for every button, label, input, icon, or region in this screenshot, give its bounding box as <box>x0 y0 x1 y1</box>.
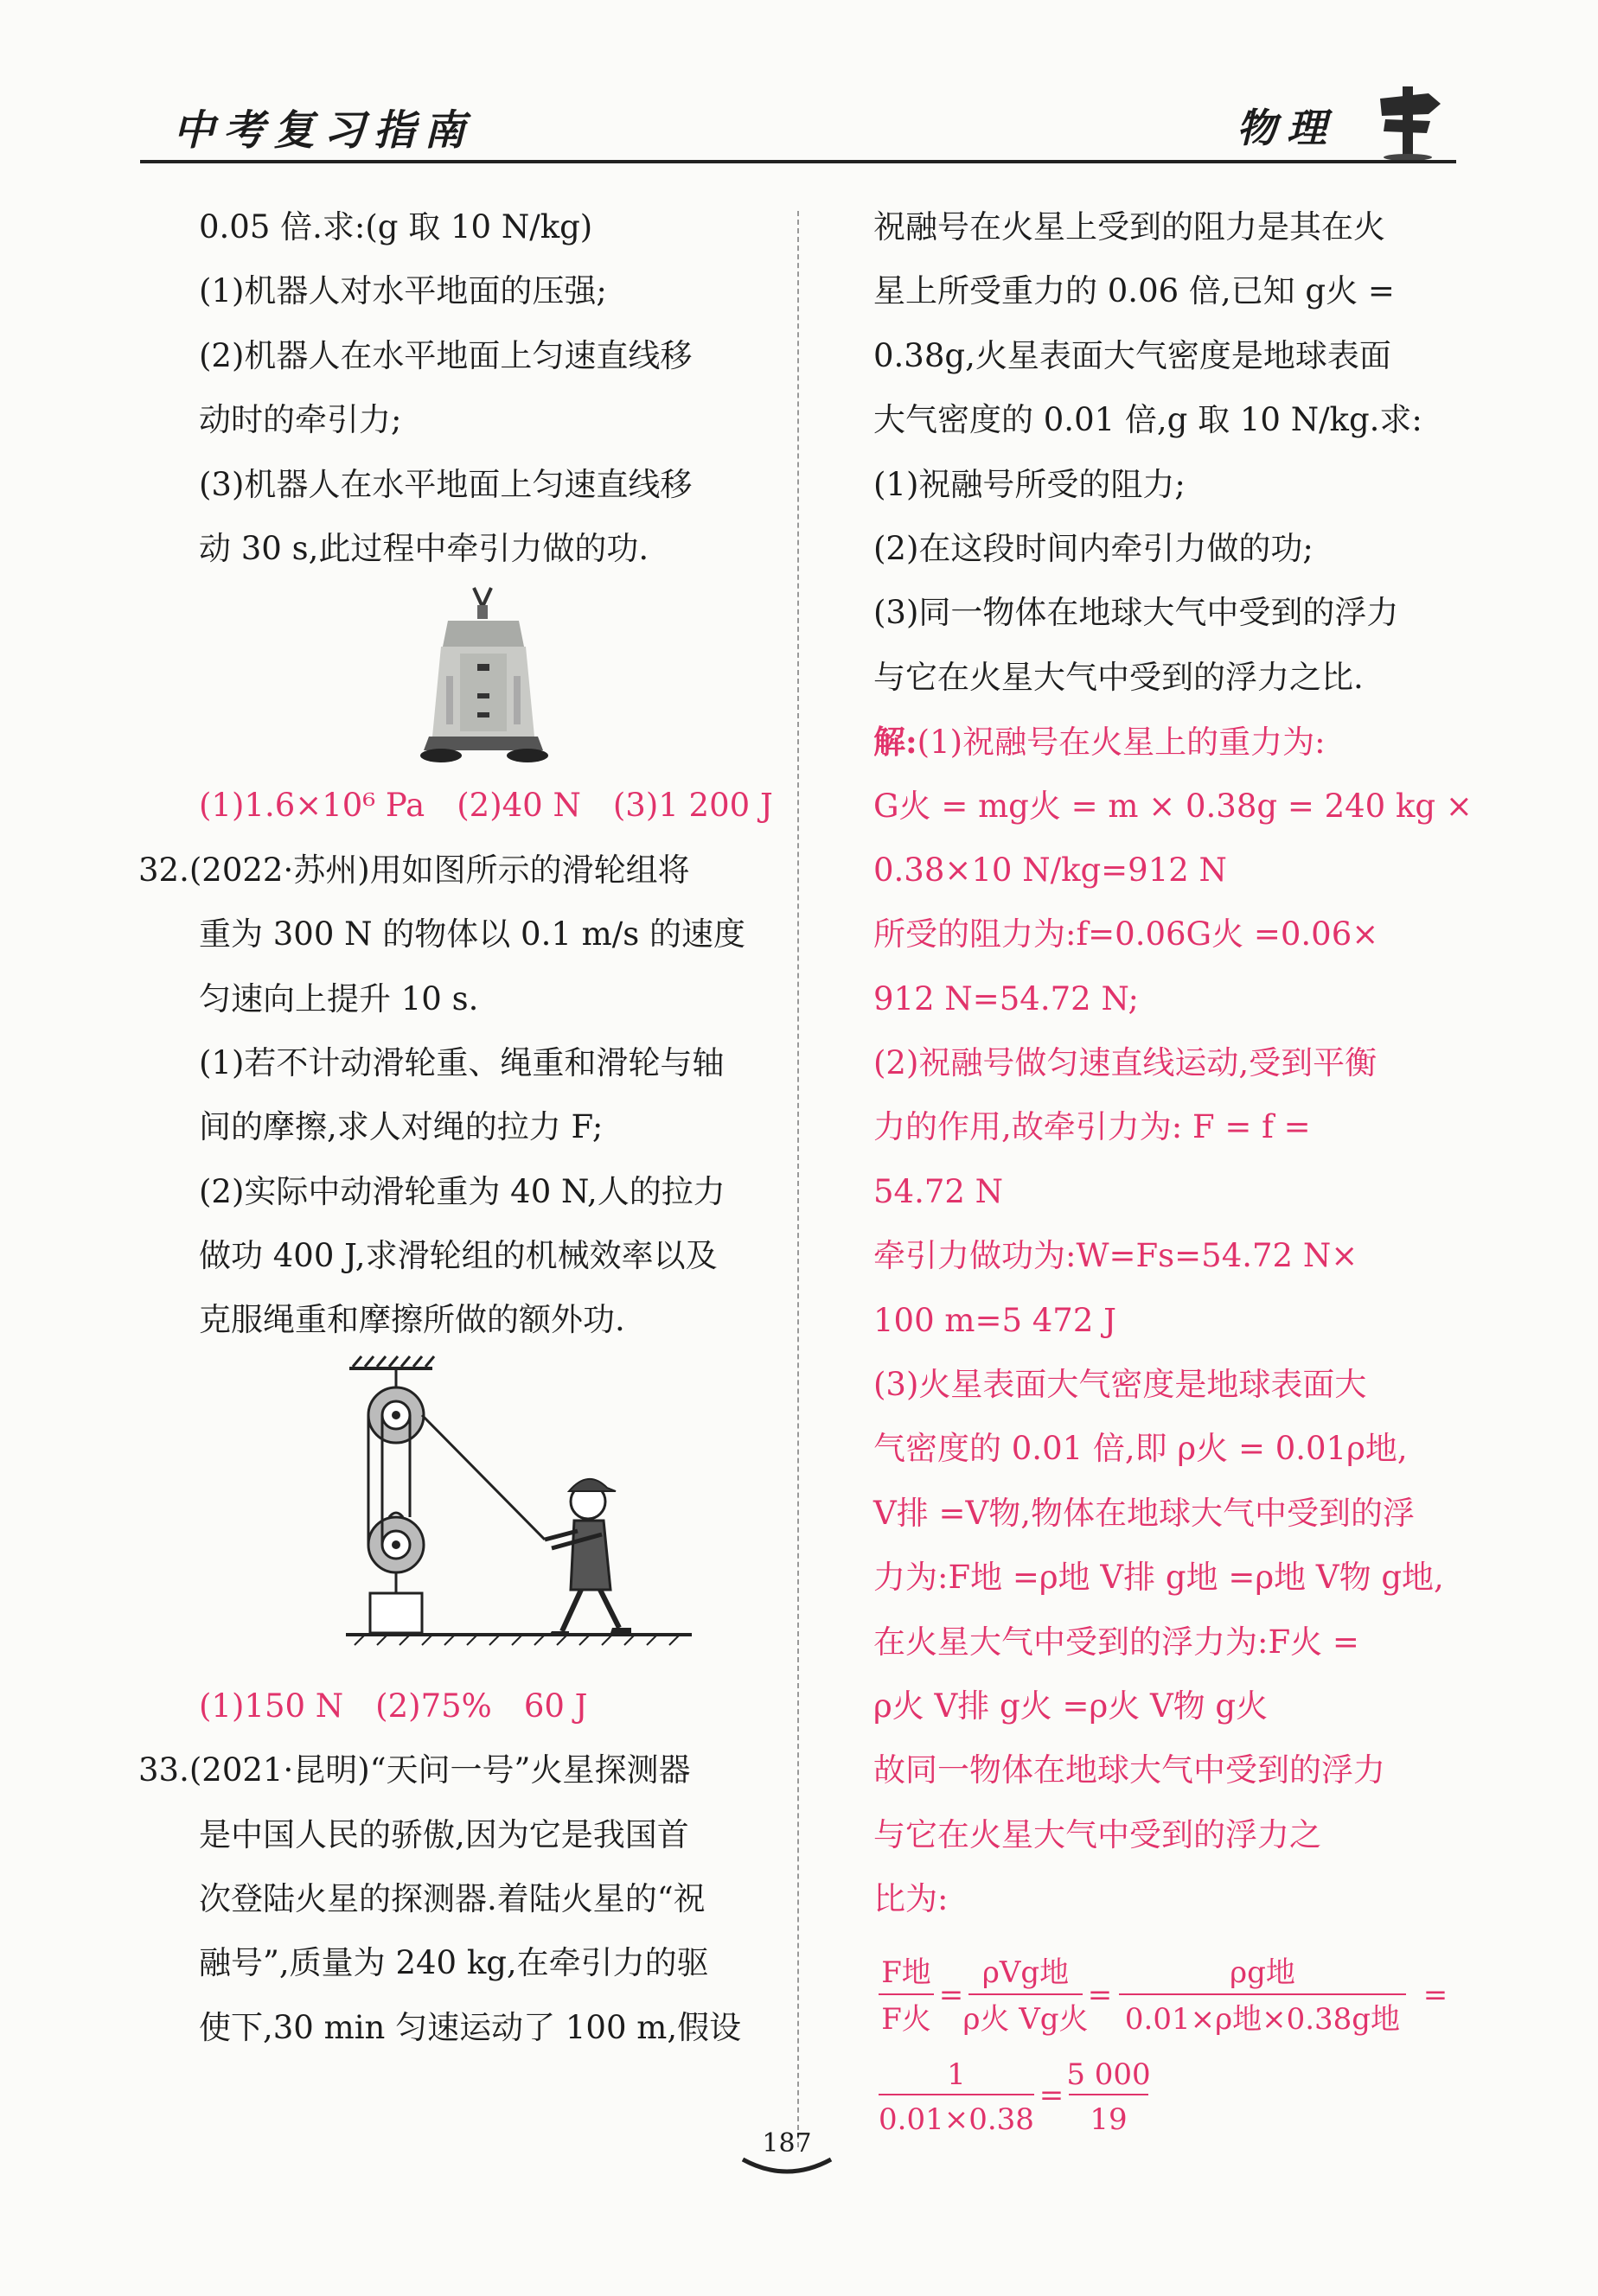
frac-denominator: 0.01×0.38 <box>879 2101 1034 2137</box>
text-line: (1)祝融号所受的阻力; <box>873 465 1186 503</box>
solution-line: 0.38×10 N/kg=912 N <box>873 851 1227 889</box>
right-column <box>873 195 1473 2140</box>
frac-numerator: ρg地 <box>1230 1955 1295 1990</box>
equals-sign: = <box>1087 1977 1113 2012</box>
text-line: 融号”,质量为 240 kg,在牵引力的驱 <box>199 1944 709 1982</box>
equals-sign: = <box>938 1977 964 2012</box>
equals-sign: = <box>1422 1977 1448 2012</box>
frac-numerator: ρVg地 <box>981 1955 1070 1990</box>
formula-ratio-svg <box>873 1932 1467 2053</box>
text-line: 重为 300 N 的物体以 0.1 m/s 的速度 <box>199 915 745 953</box>
answer-line: (1)1.6×10⁶ Pa (2)40 N (3)1 200 J <box>199 787 773 825</box>
solution-line: G火 = mg火 = m × 0.38g = 240 kg × <box>873 787 1473 825</box>
question-title: 33.(2021·昆明)“天问一号”火星探测器 <box>138 1751 691 1789</box>
pulley-diagram <box>138 1353 774 1674</box>
frac-numerator: 1 <box>947 2057 966 2092</box>
solution-line: 912 N=54.72 N; <box>873 979 1139 1017</box>
formula-result-svg <box>873 2053 1467 2140</box>
solution-label: 解: <box>873 723 917 762</box>
text-line: (3)机器人在水平地面上匀速直线移 <box>199 465 693 503</box>
frac-denominator: 19 <box>1090 2101 1128 2137</box>
robot-figure <box>138 581 774 774</box>
solution-line: 故同一物体在地球大气中受到的浮力 <box>873 1751 1385 1789</box>
solution-line: 54.72 N <box>873 1172 1004 1210</box>
text-line: 使下,30 min 匀速运动了 100 m,假设 <box>199 2008 742 2046</box>
frac-denominator: ρ火 Vg火 <box>962 2001 1089 2037</box>
text-line: (1)若不计动滑轮重、绳重和滑轮与轴 <box>199 1043 725 1081</box>
text-line: 做功 400 J,求滑轮组的机械效率以及 <box>199 1237 718 1275</box>
frac-denominator: F火 <box>881 2001 931 2037</box>
formula-ratio <box>873 1932 1467 2053</box>
page-number-swash <box>739 2154 834 2180</box>
text-line: 动 30 s,此过程中牵引力做的功. <box>199 529 649 567</box>
robot-image <box>138 581 774 774</box>
solution-line: 与它在火星大气中受到的浮力之 <box>873 1815 1321 1853</box>
solution-line: 解:(1)祝融号在火星上的重力为: <box>873 723 1326 762</box>
solution-line: 力的作用,故牵引力为: F = f = <box>873 1108 1311 1146</box>
question-title: 32.(2022·苏州)用如图所示的滑轮组将 <box>138 851 690 889</box>
text-line: 与它在火星大气中受到的浮力之比. <box>873 658 1364 696</box>
header-rule <box>140 160 1456 163</box>
text-line: 0.38g,火星表面大气密度是地球表面 <box>873 336 1391 374</box>
text-line: 间的摩擦,求人对绳的拉力 F; <box>199 1108 604 1146</box>
left-column <box>138 195 774 2060</box>
text-line: 匀速向上提升 10 s. <box>199 979 479 1017</box>
text-line: (2)实际中动滑轮重为 40 N,人的拉力 <box>199 1172 725 1210</box>
text-line: (1)机器人对水平地面的压强; <box>199 272 607 310</box>
solution-line: 100 m=5 472 J <box>873 1301 1116 1339</box>
frac-denominator: 0.01×ρ地×0.38g地 <box>1124 2001 1401 2037</box>
text-line: (2)机器人在水平地面上匀速直线移 <box>199 336 693 374</box>
solution-line: ρ火 V排 g火 =ρ火 V物 g火 <box>873 1687 1269 1725</box>
frac-numerator: F地 <box>881 1955 931 1990</box>
text-line: 动时的牵引力; <box>199 401 402 439</box>
solution-line: 气密度的 0.01 倍,即 ρ火 = 0.01ρ地, <box>873 1430 1408 1468</box>
page-number: 187 <box>762 2128 812 2159</box>
column-divider <box>797 211 799 2147</box>
text-line: 大气密度的 0.01 倍,g 取 10 N/kg.求: <box>873 401 1422 439</box>
text-line: (2)在这段时间内牵引力做的功; <box>873 529 1314 567</box>
solution-line: (3)火星表面大气密度是地球表面大 <box>873 1366 1367 1404</box>
formula-result <box>873 2053 1467 2140</box>
pulley-figure <box>138 1353 774 1674</box>
text-line: 0.05 倍.求:(g 取 10 N/kg) <box>199 208 593 246</box>
solution-line: 牵引力做功为:W=Fs=54.72 N× <box>873 1237 1358 1275</box>
equals-sign: = <box>1039 2077 1064 2113</box>
text-line: 克服绳重和摩擦所做的额外功. <box>199 1301 625 1339</box>
solution-line: 力为:F地 =ρ地 V排 g地 =ρ地 V物 g地, <box>873 1559 1444 1597</box>
solution-line: (2)祝融号做匀速直线运动,受到平衡 <box>873 1044 1377 1082</box>
subject-label: 物理 <box>1237 105 1337 151</box>
answer-line: (1)150 N (2)75% 60 J <box>199 1687 588 1725</box>
book-title: 中考复习指南 <box>173 106 475 155</box>
frac-numerator: 5 000 <box>1066 2057 1151 2092</box>
solution-line: V排 =V物,物体在地球大气中受到的浮 <box>873 1494 1415 1532</box>
text-line: 是中国人民的骄傲,因为它是我国首 <box>199 1815 689 1853</box>
text-line: 祝融号在火星上受到的阻力是其在火 <box>873 208 1385 246</box>
solution-line: 比为: <box>873 1880 949 1918</box>
signpost-icon <box>1377 86 1446 161</box>
solution-line: 在火星大气中受到的浮力为:F火 = <box>873 1623 1359 1661</box>
solution-line: 所受的阻力为:f=0.06G火 =0.06× <box>873 915 1379 953</box>
text-line: (3)同一物体在地球大气中受到的浮力 <box>873 594 1399 632</box>
text-line: 次登陆火星的探测器.着陆火星的“祝 <box>199 1880 706 1918</box>
text-line: 星上所受重力的 0.06 倍,已知 g火 = <box>873 272 1395 310</box>
